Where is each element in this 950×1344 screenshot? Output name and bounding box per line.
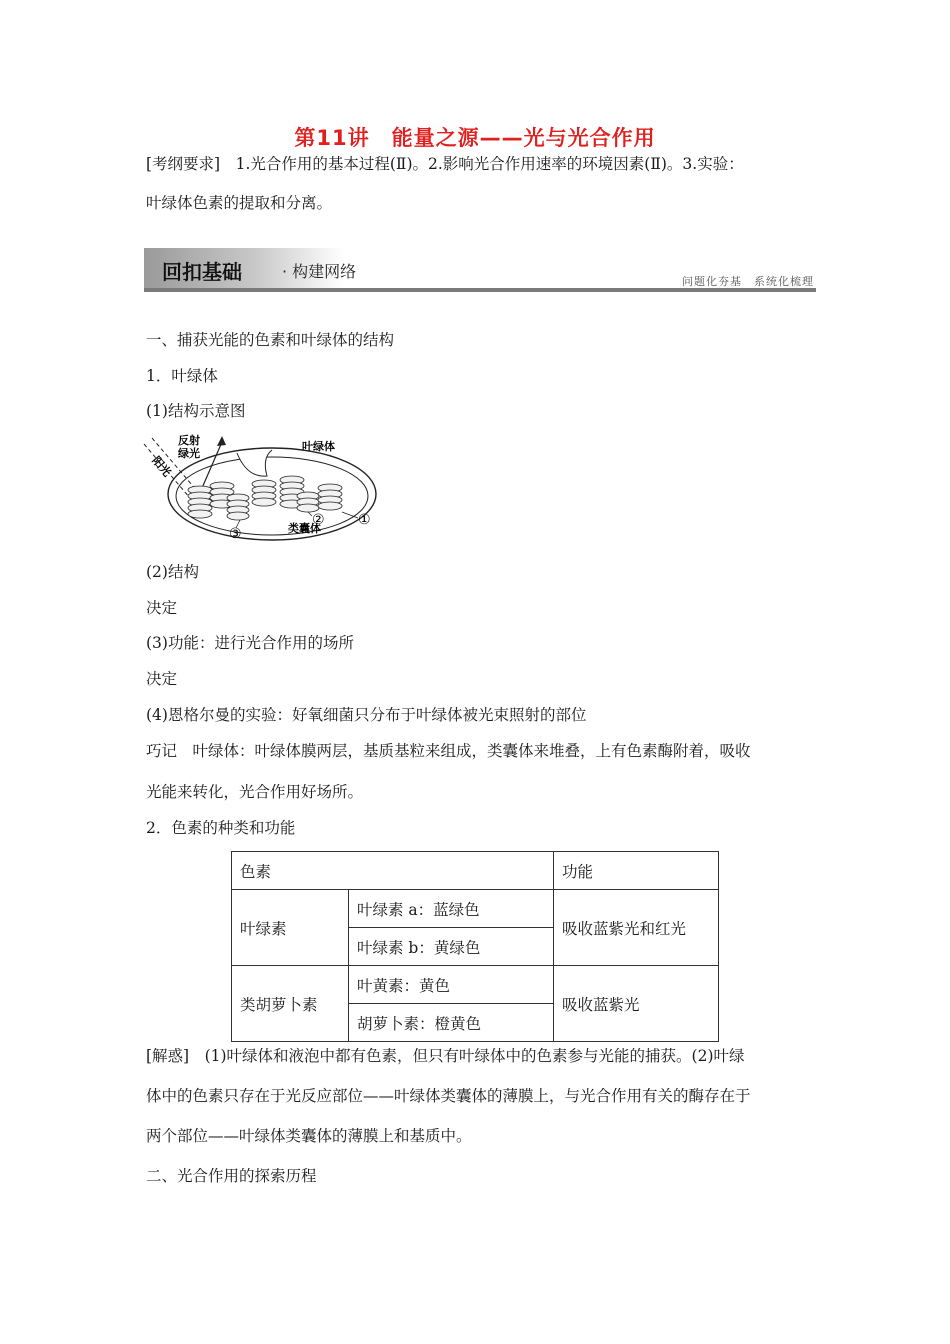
pigment-table (231, 851, 719, 1042)
sub-structure-diagram: (1)结构示意图 (146, 402, 246, 420)
label-reflect: 反射 (178, 434, 200, 447)
label-chloroplast: 叶绿体 (302, 440, 335, 453)
table-cell: 吸收蓝紫光和红光 (554, 890, 719, 966)
membrane-cutaway (237, 450, 272, 476)
banner-right-caption: 问题化夯基 系统化梳理 (682, 275, 814, 288)
doubt-line-3: 两个部位——叶绿体类囊体的薄膜上和基质中。 (146, 1127, 472, 1145)
table-header-function: 功能 (554, 852, 719, 890)
reflected-arrow (202, 442, 222, 488)
doubt-line-2: 体中的色素只存在于光反应部位——叶绿体类囊体的薄膜上，与光合作用有关的酶存在于 (146, 1087, 751, 1105)
table-header-pigment: 色素 (232, 852, 554, 890)
arrow-head-icon (217, 436, 226, 446)
banner-subtitle: · 构建网络 (282, 262, 357, 281)
table-cell: 类胡萝卜素 (232, 966, 349, 1042)
page-title: 第11讲 能量之源——光与光合作用 (294, 126, 656, 150)
table-row (232, 890, 719, 928)
section2-heading: 二、光合作用的探索历程 (146, 1167, 317, 1185)
sub-engelmann: (4)恩格尔曼的实验：好氧细菌只分布于叶绿体被光束照射的部位 (146, 706, 587, 724)
table-cell: 胡萝卜素：橙黄色 (349, 1004, 554, 1042)
mnemonic-line-2: 光能来转化，光合作用好场所。 (146, 783, 364, 801)
sub-structure: (2)结构 (146, 563, 199, 581)
table-cell: 叶绿素 (232, 890, 349, 966)
label-green-light: 绿光 (178, 447, 200, 460)
decide-2: 决定 (146, 670, 178, 688)
table-cell: 叶绿素 b：黄绿色 (349, 928, 554, 966)
chloroplast-diagram (142, 428, 378, 544)
table-row (232, 966, 719, 1004)
decide-1: 决定 (146, 599, 178, 617)
item-chloroplast: 1．叶绿体 (146, 367, 218, 385)
item-pigments: 2．色素的种类和功能 (146, 819, 296, 837)
table-cell: 叶绿素 a：蓝绿色 (349, 890, 554, 928)
label-thylakoid: 类囊体 (288, 522, 321, 535)
mnemonic-line-1: 巧记 叶绿体：叶绿体膜两层，基质基粒来组成，类囊体来堆叠，上有色素酶附着，吸收 (146, 742, 751, 760)
section1-heading: 一、捕获光能的色素和叶绿体的结构 (146, 331, 395, 349)
label-number-3: ③ (229, 526, 242, 542)
label-sunlight: 阳光 (149, 454, 174, 480)
table-cell: 叶黄素：黄色 (349, 966, 554, 1004)
table-row (232, 852, 719, 890)
syllabus-line-1: [考纲要求] 1.光合作用的基本过程(Ⅱ)。2.影响光合作用速率的环境因素(Ⅱ)。3.实验： (146, 155, 744, 173)
label-number-1: ① (358, 512, 371, 528)
section-banner (144, 248, 816, 294)
banner-main-title: 回扣基础 (162, 260, 242, 284)
doubt-line-1: [解惑] (1)叶绿体和液泡中都有色素，但只有叶绿体中的色素参与光能的捕获。(2)叶绿 (146, 1047, 745, 1065)
label-number-2: ② (312, 512, 325, 528)
syllabus-line-2: 叶绿体色素的提取和分离。 (146, 194, 333, 212)
table-cell: 吸收蓝紫光 (554, 966, 719, 1042)
sub-function: (3)功能：进行光合作用的场所 (146, 634, 354, 652)
